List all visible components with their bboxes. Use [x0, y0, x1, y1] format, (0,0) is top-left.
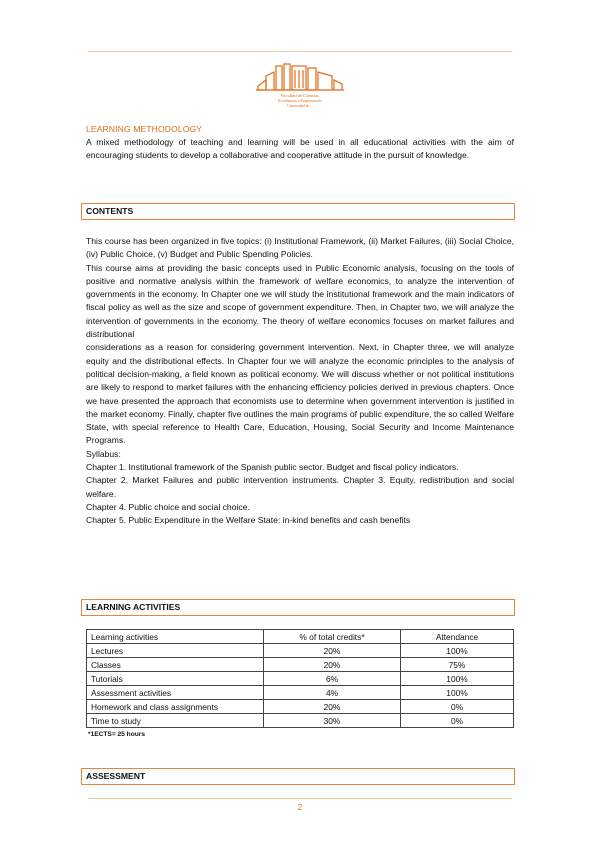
contents-para-3: considerations as a reason for considering government intervention. Next, in Chapter three, we will analyze equity and the distributional effects. In Chapter four we will analyze the economic principles to the analysis of political decision-making, a field known as political economy. We will discuss whether or not political institutions are likely to respond to market failures with the enhancing efficiency policies derived in previous chapters. Once we have presented the approach that economists use to determine when government intervention is justified in the market economy. Finally, chapter five outlines the main programs of public expenditure, the so called Welfare State, with special reference to Health Care, Education, Housing, Social Security and Income Maintenance Programs. [86, 342, 514, 446]
methodology-paragraph: A mixed methodology of teaching and learning will be used in all educational activities with the aim of encouraging students to develop a collaborative and cooperative attitude in the pursuit of knowledge. [86, 137, 514, 161]
activity-name: Tutorials [87, 672, 264, 686]
logo-line-3: Universidad de ... [287, 104, 313, 108]
table-row [87, 658, 514, 672]
contents-para-1: This course has been organized in five topics: (i) Institutional Framework, (ii) Market Failures, (iii) Social Choice, (iv) Public Choice, (v) Budget and Public Spending Policies. [86, 236, 514, 260]
activity-attendance: 0% [401, 700, 514, 714]
table-header-row [87, 630, 514, 644]
activities-heading: LEARNING ACTIVITIES [81, 599, 515, 616]
ects-note: *1ECTS= 25 hours [88, 731, 145, 738]
activity-name: Lectures [87, 644, 264, 658]
activity-name: Assessment activities [87, 686, 264, 700]
activity-credits: 30% [264, 714, 401, 728]
contents-heading: CONTENTS [81, 203, 515, 220]
activity-credits: 20% [264, 658, 401, 672]
syllabus-chapter-4: Chapter 4. Public choice and social choice. [86, 501, 250, 512]
table-row [87, 700, 514, 714]
activity-name: Classes [87, 658, 264, 672]
activity-attendance: 100% [401, 644, 514, 658]
syllabus-chapter-1: Chapter 1. Institutional framework of the Spanish public sector. Budget and fiscal policy indicators. [86, 462, 459, 473]
activity-name: Homework and class assignments [87, 700, 264, 714]
assessment-heading: ASSESSMENT [81, 768, 515, 785]
activity-attendance: 100% [401, 686, 514, 700]
syllabus-chapter-2-3: Chapter 2. Market Failures and public intervention instruments. Chapter 3. Equity, redistribution and social welfare. [86, 475, 514, 499]
contents-para-2: This course aims at providing the basic concepts used in Public Economic analysis, focusing on the tools of positive and normative analysis within the framework of welfare economics, to analyze the intervention of governments in the economy. In Chapter one we will study the institutional framework and the main indicators of fiscal policy as well as the size and scope of government expenditure. Then, in Chapter two, we will analyze the intervention of governments in the economy. The theory of welfare economics focuses on market failures and distributional [86, 262, 514, 340]
activities-table [86, 629, 514, 728]
activity-credits: 4% [264, 686, 401, 700]
syllabus-label: Syllabus: [86, 448, 121, 459]
table-row [87, 644, 514, 658]
table-row [87, 672, 514, 686]
activity-attendance: 0% [401, 714, 514, 728]
faculty-logo [252, 60, 348, 112]
logo-line-2: Económicas y Empresariales [278, 99, 322, 103]
header-rule [88, 51, 512, 52]
column-header: Attendance [401, 630, 514, 644]
activity-credits: 20% [264, 700, 401, 714]
activity-name: Time to study [87, 714, 264, 728]
activity-credits: 20% [264, 644, 401, 658]
methodology-text [86, 136, 514, 163]
syllabus-chapter-5: Chapter 5. Public Expenditure in the Welfare State: in-kind benefits and cash benefits [86, 515, 411, 526]
methodology-title: LEARNING METHODOLOGY [86, 124, 203, 134]
footer-rule [88, 798, 512, 799]
table-row [87, 714, 514, 728]
activity-attendance: 75% [401, 658, 514, 672]
page-number: 2 [297, 803, 303, 812]
activity-attendance: 100% [401, 672, 514, 686]
column-header: % of total credits* [264, 630, 401, 644]
activity-credits: 6% [264, 672, 401, 686]
table-row [87, 686, 514, 700]
column-header: Learning activities [87, 630, 264, 644]
logo-line-1: Facultad de Ciencias [280, 93, 320, 98]
contents-body [86, 235, 514, 528]
